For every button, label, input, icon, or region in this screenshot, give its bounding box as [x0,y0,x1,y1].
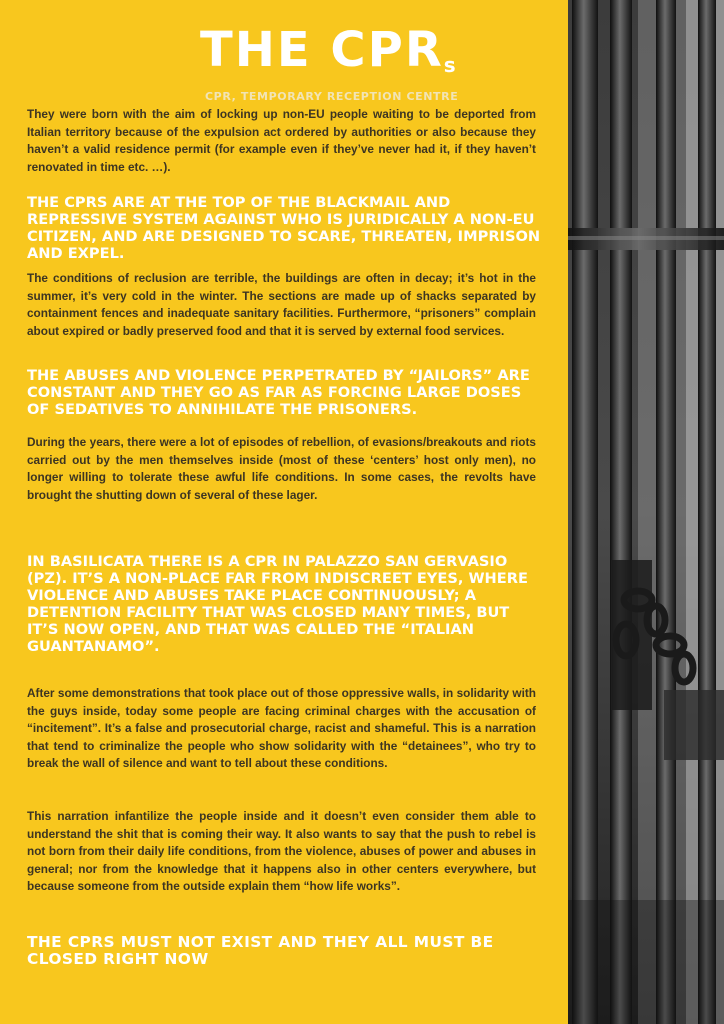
closing-slogan: THE CPRS MUST NOT EXIST AND THEY ALL MUST BE CLOSED RIGHT NOW [27,933,494,969]
paragraph-intro: They were born with the aim of locking up non-EU people waiting to be deported from Italian territory because of the expulsion act ordered by authorities or also because they haven’t a valid residence permit (for example even if they’ve never had it, if they haven’t renovated in time etc. …). [27,107,536,174]
paragraph-demonstrations: After some demonstrations that took place out of those oppressive walls, in solidarity with the guys inside, today some people are facing criminal charges with the accusation of “incitement”. It’s a false and prosecutorial charge, racist and shameful. This is a narration that tend to criminalize the people who show solidarity with the “detainees”, who try to break the wall of silence and want to tell about these conditions. [27,686,536,771]
page-title: THE CPRs [200,22,458,78]
paragraph-conditions: The conditions of reclusion are terrible, the buildings are often in decay; it’s hot in the summer, it’s very cold in the winter. The sections are made up of shacks separated by containment fences and inadequate sanitary facilities. Furthermore, “prisoners” complain about expired or badly preserved food and that it is served by external food services. [27,271,536,338]
paragraph-rebellion: During the years, there were a lot of episodes of rebellion, of evasions/breakouts and riots carried out by the men themselves inside (most of these ‘centers’ host only men), no longer willing to tolerate these awful life conditions. In some cases, the revolts have brought the shutting down of several of these lager. [27,435,536,502]
headline-abuses: THE ABUSES AND VIOLENCE PERPETRATED BY “JAILORS” ARE CONSTANT AND THEY GO AS FAR AS FORCING LARGE DOSES OF SEDATIVES TO ANNIHILATE THE PRISONERS. [27,367,530,418]
prison-bars-photo [568,0,724,1024]
subtitle: CPR, TEMPORARY RECEPTION CENTRE [205,90,459,103]
headline-basilicata: IN BASILICATA THERE IS A CPR IN PALAZZO SAN GERVASIO (PZ). IT’S A NON-PLACE FAR FROM INDISCREET EYES, WHERE VIOLENCE AND ABUSES TAKE PLACE CONTINUOUSLY; A DETENTION FACILITY THAT WAS CLOSED MANY TIMES, BUT IT’S NOW OPEN, AND THAT WAS CALLED THE “ITALIAN GUANTANAMO”. [27,553,528,655]
headline-blackmail: THE CPRS ARE AT THE TOP OF THE BLACKMAIL AND REPRESSIVE SYSTEM AGAINST WHO IS JURIDICALLY A NON-EU CITIZEN, AND ARE DESIGNED TO SCARE, THREATEN, IMPRISON AND EXPEL. [27,194,541,262]
paragraph-narration: This narration infantilize the people inside and it doesn’t even consider them able to understand the shit that is coming their way. It also wants to say that the push to rebel is not born from their daily life conditions, from the violence, abuses of power and abuses in general; nor from the knowledge that it happens also in other centers everywhere, but because someone from the outside explain them “how life works”. [27,809,536,894]
